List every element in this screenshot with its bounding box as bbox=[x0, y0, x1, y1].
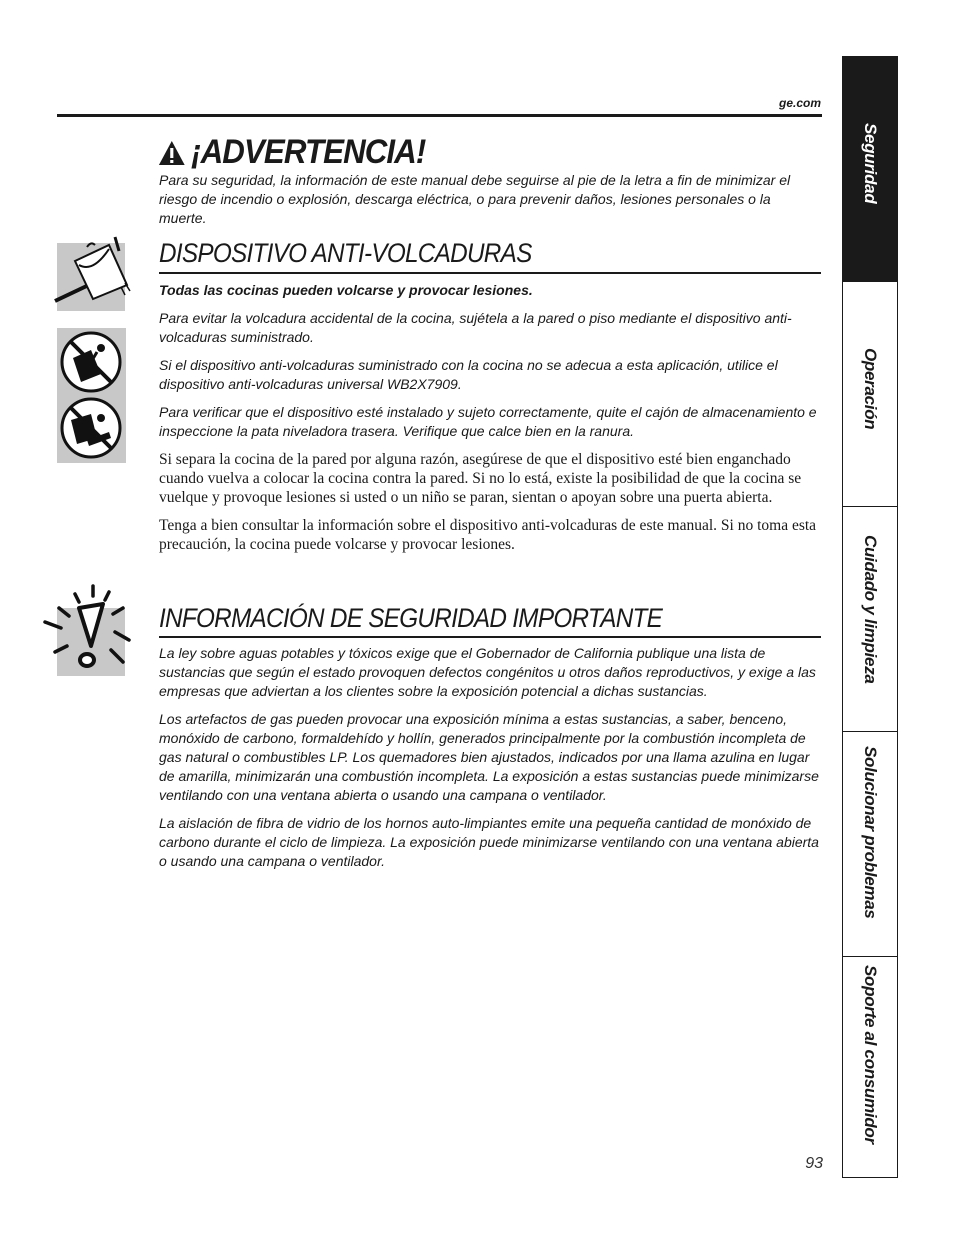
exclamation-burst-icon bbox=[41, 582, 141, 682]
tab-label: Soporte al consumidor bbox=[861, 965, 880, 1144]
site-url: ge.com bbox=[778, 96, 821, 110]
tab-label: Solucionar problemas bbox=[861, 746, 880, 919]
tab-soporte-consumidor[interactable] bbox=[842, 956, 898, 1178]
tab-label: Seguridad bbox=[861, 123, 880, 204]
safety-rule bbox=[159, 636, 821, 638]
tipping-range-illustration bbox=[57, 243, 125, 311]
tab-operacion[interactable] bbox=[842, 281, 898, 507]
safety-paragraph: La ley sobre aguas potables y tóxicos exige que el Gobernador de California publique una lista de sustancias que según el estado provoquen defectos congénitos u otros daños reproductivos, y exige a las empresas que adviertan a los clientes sobre la exposición potencial a dichas sustancias. bbox=[159, 645, 816, 699]
tab-cuidado-limpieza[interactable] bbox=[842, 506, 898, 732]
no-sitting-on-door-icon bbox=[57, 394, 126, 462]
antitip-heading: DISPOSITIVO ANTI-VOLCADURAS bbox=[159, 238, 532, 268]
warning-title: ¡ADVERTENCIA! bbox=[191, 133, 426, 171]
antitip-lead: Todas las cocinas pueden volcarse y provocar lesiones. bbox=[159, 282, 533, 298]
safety-paragraph: La aislación de fibra de vidrio de los hornos auto-limpiantes emite una pequeña cantidad de monóxido de carbono durante el ciclo de limpieza. La exposición puede minimizarse ventilando con una ventana abierta o usando una campana o ventilador. bbox=[159, 815, 819, 869]
safety-heading: INFORMACIÓN DE SEGURIDAD IMPORTANTE bbox=[159, 603, 663, 633]
antitip-rule bbox=[159, 272, 821, 274]
section-tabs bbox=[842, 56, 898, 1177]
page-number: 93 bbox=[805, 1155, 823, 1172]
safety-paragraph: Los artefactos de gas pueden provocar una exposición mínima a estas sustancias, a saber, benceno, monóxido de carbono, formaldehído y hollín, generados principalmente por la combustión incompleta de gas natural o combustibles LP. Los quemadores bien ajustados, indicados por una llama azulina en lugar de amarilla, minimizarán una combustión incompleta. La exposición a estas sustancias puede minimizarse ventilando con una ventana abierta o usando una campana o ventilador. bbox=[159, 711, 819, 803]
header-rule bbox=[57, 114, 822, 117]
tipping-range-icon bbox=[53, 235, 133, 307]
warning-triangle-icon bbox=[158, 139, 186, 167]
warning-heading bbox=[158, 133, 425, 172]
antitip-paragraph: Para verificar que el dispositivo esté instalado y sujeto correctamente, quite el cajón de almacenamiento e inspeccione la pata niveladora trasera. Verifique que calce bien en la ranura. bbox=[159, 404, 817, 439]
exclamation-illustration bbox=[57, 608, 125, 676]
safety-body bbox=[159, 644, 819, 880]
antitip-paragraph: Para evitar la volcadura accidental de la cocina, sujétela a la pared o piso mediante el dispositivo anti-volcaduras suministrado. bbox=[159, 310, 792, 345]
tab-label: Operación bbox=[861, 348, 880, 430]
no-climbing-icon bbox=[57, 328, 126, 396]
antitip-paragraph: Si el dispositivo anti-volcaduras suministrado con la cocina no se adecua a esta aplicación, utilice el dispositivo anti-volcaduras universal WB2X7909. bbox=[159, 357, 778, 392]
antitip-body bbox=[159, 281, 819, 563]
tab-label: Cuidado y limpieza bbox=[861, 535, 880, 684]
tab-solucionar-problemas[interactable] bbox=[842, 731, 898, 957]
warning-intro: Para su seguridad, la información de este manual debe seguirse al pie de la letra a fin de minimizar el riesgo de incendio o explosión, descarga eléctrica, o para prevenir daños, lesiones personales o la muerte. bbox=[159, 172, 791, 226]
antitip-paragraph: Tenga a bien consultar la información sobre el dispositivo anti-volcaduras de este manual. Si no toma esta precaución, la cocina puede volcarse y provocar lesiones. bbox=[159, 517, 817, 553]
prohibition-icons-panel bbox=[57, 328, 126, 463]
tab-seguridad[interactable] bbox=[842, 56, 898, 282]
antitip-paragraph: Si separa la cocina de la pared por alguna razón, asegúrese de que el dispositivo esté bien enganchado cuando vuelva a colocar la cocina contra la pared. Si no lo está, existe la posibilidad de que la cocina se vuelque y provoque lesiones si usted o un niño se paran, sientan o apoyan sobre una puerta abierta. bbox=[159, 451, 802, 506]
